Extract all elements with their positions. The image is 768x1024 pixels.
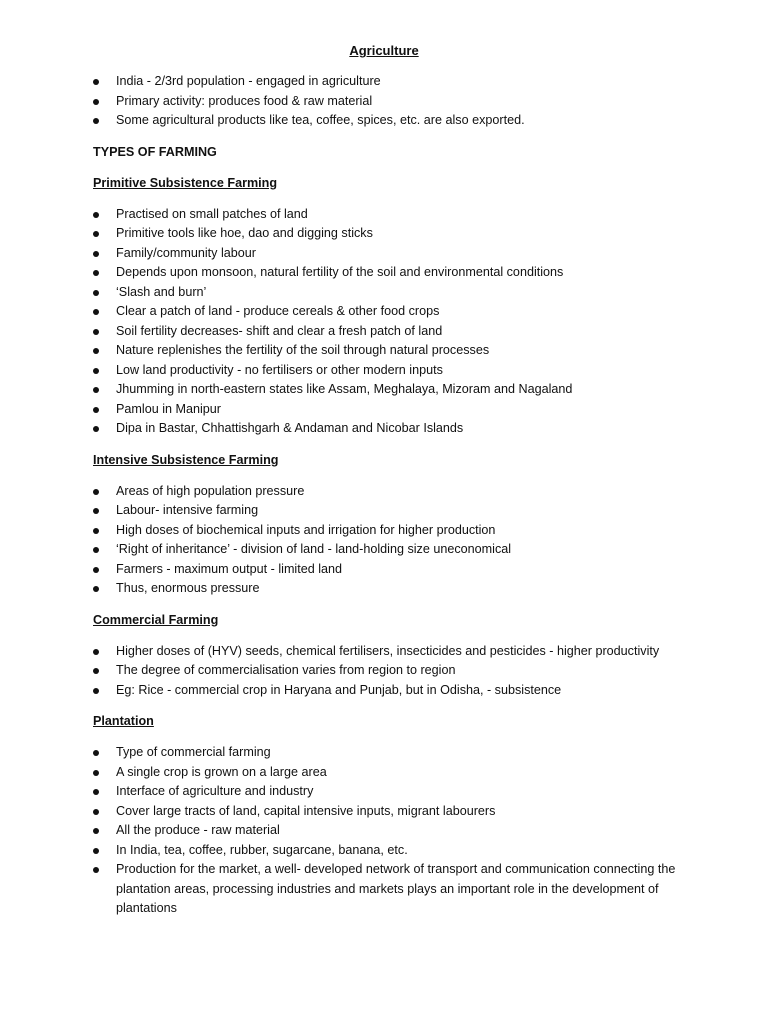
section-intensive-subsistence xyxy=(93,451,693,599)
list-item xyxy=(93,661,693,681)
list-item xyxy=(93,560,693,580)
list-item-text: Low land productivity - no fertilisers or other modern inputs xyxy=(116,362,443,377)
list-item-text: Depends upon monsoon, natural fertility of the soil and environmental conditions xyxy=(116,265,564,279)
bullet-icon xyxy=(93,79,99,85)
bullet-icon xyxy=(93,649,99,655)
list-item xyxy=(93,419,693,439)
document-body xyxy=(93,72,693,919)
list-item xyxy=(93,821,693,841)
list-item xyxy=(93,283,693,303)
section-heading: Commercial Farming xyxy=(93,612,219,627)
list-item xyxy=(93,244,693,264)
list-item xyxy=(93,111,693,131)
list-item xyxy=(93,763,693,783)
list-item-text: Labour- intensive farming xyxy=(116,503,259,517)
list-item xyxy=(93,841,693,861)
intro-list xyxy=(93,72,693,131)
types-of-farming-heading: TYPES OF FARMING xyxy=(93,144,217,159)
list-item-text: High doses of biochemical inputs and irrigation for higher production xyxy=(116,522,496,537)
bullet-icon xyxy=(93,848,99,854)
bullet-icon xyxy=(93,867,99,873)
list-item xyxy=(93,681,693,701)
list-item xyxy=(93,263,693,283)
list-item-text: Soil fertility decreases- shift and clear a fresh patch of land xyxy=(116,323,443,338)
list-item xyxy=(93,205,693,225)
section-list xyxy=(93,642,693,701)
list-item xyxy=(93,782,693,802)
bullet-icon xyxy=(93,368,99,374)
section-list xyxy=(93,743,693,919)
list-item xyxy=(93,341,693,361)
list-item-text: Pamlou in Manipur xyxy=(116,401,221,416)
list-item xyxy=(93,72,693,92)
bullet-icon xyxy=(93,329,99,335)
bullet-icon xyxy=(93,688,99,694)
bullet-icon xyxy=(93,528,99,534)
bullet-icon xyxy=(93,118,99,124)
list-item-text: Type of commercial farming xyxy=(116,745,271,759)
section-heading: Intensive Subsistence Farming xyxy=(93,452,279,467)
list-item-text: All the produce - raw material xyxy=(116,823,280,837)
bullet-icon xyxy=(93,668,99,674)
bullet-icon xyxy=(93,348,99,354)
bullet-icon xyxy=(93,231,99,237)
list-item xyxy=(93,579,693,599)
section-list xyxy=(93,205,693,439)
bullet-icon xyxy=(93,567,99,573)
bullet-icon xyxy=(93,750,99,756)
list-item xyxy=(93,521,693,541)
list-item xyxy=(93,322,693,342)
list-item-text: ‘Slash and burn’ xyxy=(116,284,207,299)
list-item-text: Primitive tools like hoe, dao and digging sticks xyxy=(116,226,373,240)
list-item-text: Family/community labour xyxy=(116,245,256,260)
document-title: Agriculture xyxy=(349,43,419,58)
list-item-text: Dipa in Bastar, Chhattishgarh & Andaman and Nicobar Islands xyxy=(116,421,464,435)
bullet-icon xyxy=(93,290,99,296)
bullet-icon xyxy=(93,407,99,413)
bullet-icon xyxy=(93,309,99,315)
list-item-text: Interface of agriculture and industry xyxy=(116,784,314,798)
bullet-icon xyxy=(93,789,99,795)
bullet-icon xyxy=(93,547,99,553)
bullet-icon xyxy=(93,770,99,776)
list-item-text: Nature replenishes the fertility of the soil through natural processes xyxy=(116,343,490,357)
list-item-text: The degree of commercialisation varies from region to region xyxy=(116,663,456,677)
list-item-text: Thus, enormous pressure xyxy=(116,581,260,595)
section-commercial xyxy=(93,611,693,701)
list-item-text: ‘Right of inheritance’ - division of land - land-holding size uneconomical xyxy=(116,542,512,556)
bullet-icon xyxy=(93,489,99,495)
list-item xyxy=(93,482,693,502)
list-item-text: Some agricultural products like tea, coffee, spices, etc. are also exported. xyxy=(116,113,525,127)
list-item-text: In India, tea, coffee, rubber, sugarcane, banana, etc. xyxy=(116,842,408,857)
list-item-text: Cover large tracts of land, capital intensive inputs, migrant labourers xyxy=(116,803,496,818)
list-item-text: Jhumming in north-eastern states like Assam, Meghalaya, Mizoram and Nagaland xyxy=(116,382,573,396)
bullet-icon xyxy=(93,387,99,393)
bullet-icon xyxy=(93,251,99,257)
bullet-icon xyxy=(93,586,99,592)
section-heading: Plantation xyxy=(93,714,154,728)
list-item-text: Areas of high population pressure xyxy=(116,483,305,498)
bullet-icon xyxy=(93,508,99,514)
list-item xyxy=(93,860,693,919)
list-item-text: Primary activity: produces food & raw material xyxy=(116,93,373,108)
list-item-text: Higher doses of (HYV) seeds, chemical fertilisers, insecticides and pesticides - higher productivity xyxy=(116,643,660,658)
list-item-text: Eg: Rice - commercial crop in Haryana and Punjab, but in Odisha, - subsistence xyxy=(116,682,562,697)
list-item xyxy=(93,400,693,420)
section-primitive-subsistence xyxy=(93,174,693,439)
list-item-text: Production for the market, a well- developed network of transport and communication connecting the plantation areas, processing industries and markets plays an important role in the development of plantations xyxy=(116,862,676,915)
list-item xyxy=(93,224,693,244)
list-item xyxy=(93,380,693,400)
bullet-icon xyxy=(93,828,99,834)
bullet-icon xyxy=(93,270,99,276)
list-item-text: Practised on small patches of land xyxy=(116,206,308,221)
list-item xyxy=(93,361,693,381)
list-item xyxy=(93,92,693,112)
section-plantation xyxy=(93,712,693,919)
list-item xyxy=(93,302,693,322)
section-heading: Primitive Subsistence Farming xyxy=(93,175,278,190)
list-item xyxy=(93,802,693,822)
bullet-icon xyxy=(93,809,99,815)
list-item-text: Clear a patch of land - produce cereals & other food crops xyxy=(116,304,440,318)
list-item-text: A single crop is grown on a large area xyxy=(116,764,327,779)
list-item-text: Farmers - maximum output - limited land xyxy=(116,561,343,576)
list-item-text: India - 2/3rd population - engaged in agriculture xyxy=(116,74,381,88)
list-item xyxy=(93,540,693,560)
list-item xyxy=(93,501,693,521)
list-item xyxy=(93,642,693,662)
section-list xyxy=(93,482,693,599)
bullet-icon xyxy=(93,99,99,105)
bullet-icon xyxy=(93,426,99,432)
list-item xyxy=(93,743,693,763)
bullet-icon xyxy=(93,212,99,218)
